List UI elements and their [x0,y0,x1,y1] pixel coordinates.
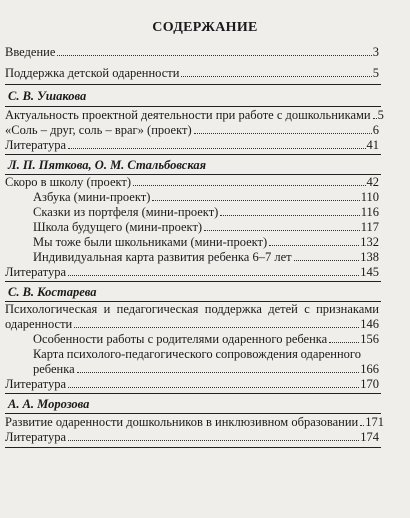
toc-entry [5,108,384,123]
leader-dots [133,185,365,186]
leader-dots [194,133,372,134]
toc-entry-title: Литература [5,377,66,391]
toc-entry-title: «Соль – друг, соль – враг» (проект) [5,123,192,137]
toc-subentry [33,220,379,235]
section-divider [5,413,381,414]
toc-entry-line1 [5,302,379,317]
toc-entry-title-cont: ребенка [33,362,75,376]
leader-dots [220,215,359,216]
toc-subentry [33,190,379,205]
toc-subentry [33,332,379,347]
toc-entry-page: 116 [360,205,379,219]
toc-entry-title: Введение [5,45,56,59]
leader-dots [269,245,359,246]
toc-entry-title: Актуальность проектной деятельности при работе с дошкольниками [5,108,371,122]
toc-entry-title: Психологическая и педагогическая поддержка детей с признаками [5,302,379,316]
toc-entry [5,265,379,280]
toc-entry-title-cont: одаренности [5,317,73,331]
toc-entry-title: Азбука (мини-проект) [33,190,151,204]
toc-subentry-line1 [33,347,379,362]
section-divider [5,154,381,155]
section-author: Л. П. Пяткова, О. М. Стальбовская [8,158,207,172]
leader-dots [152,200,359,201]
toc-entry-title: Скоро в школу (проект) [5,175,132,189]
toc-subentry [33,250,379,265]
toc-entry [5,123,379,138]
toc-subentry [33,205,379,220]
page-title: СОДЕРЖАНИЕ [152,20,258,35]
section-author: С. В. Костарева [8,285,97,299]
toc-entry-title: Школа будущего (мини-проект) [33,220,203,234]
toc-entry-page: 138 [360,250,379,264]
section-divider [5,447,381,448]
leader-dots [68,387,359,388]
toc-entry [5,415,384,430]
leader-dots [294,260,360,261]
toc-entry-title: Литература [5,138,66,152]
toc-entry-title: Индивидуальная карта развития ребенка 6–7 лет [33,250,292,264]
leader-dots [77,372,360,373]
toc-entry-title: Мы тоже были школьниками (мини-проект) [33,235,268,249]
toc-entry [5,430,379,445]
leader-dots [204,230,360,231]
toc-subentry [33,362,379,377]
toc-entry-page: 146 [360,317,379,331]
toc-entry-title: Литература [5,265,66,279]
section-divider [5,106,381,107]
toc-entry-title: Особенности работы с родителями одаренного ребенка [33,332,328,346]
leader-dots [373,118,377,119]
toc-entry-page: 5 [377,108,384,122]
toc-entry-title: Сказки из портфеля (мини-проект) [33,205,219,219]
section-divider [5,393,381,394]
toc-entry [5,66,379,81]
toc-entry-title: Поддержка детской одаренности [5,66,180,80]
toc-entry [5,138,379,153]
toc-entry-title: Литература [5,430,66,444]
toc-entry-page: 174 [360,430,379,444]
leader-dots [329,342,359,343]
toc-entry [5,377,379,392]
toc-entry-page: 41 [366,138,379,152]
toc-entry-page: 132 [360,235,379,249]
toc-entry-page: 156 [360,332,379,346]
toc-subentry [33,235,379,250]
toc-entry-page: 5 [372,66,379,80]
section-author: А. А. Морозова [8,397,90,411]
toc-entry-title: Развитие одаренности дошкольников в инклюзивном образовании [5,415,359,429]
toc-entry-page: 6 [372,123,379,137]
toc-entry-page: 171 [365,415,384,429]
toc-entry-page: 166 [360,362,379,376]
leader-dots [181,76,371,77]
leader-dots [57,55,371,56]
toc-entry-page: 110 [360,190,379,204]
section-divider [5,84,381,85]
leader-dots [68,148,366,149]
toc-entry-page: 3 [372,45,379,59]
leader-dots [74,327,359,328]
leader-dots [68,275,359,276]
toc-entry-page: 117 [360,220,379,234]
section-author: С. В. Ушакова [8,89,87,103]
section-divider [5,281,381,282]
leader-dots [68,440,359,441]
toc-entry [5,45,379,60]
leader-dots [360,425,364,426]
toc-entry-title: Карта психолого-педагогического сопровождения одаренного [33,347,361,361]
toc-entry-page: 145 [360,265,379,279]
toc-entry-page: 42 [366,175,379,189]
toc-entry [5,175,379,190]
toc-entry [5,317,379,332]
toc-entry-page: 170 [360,377,379,391]
